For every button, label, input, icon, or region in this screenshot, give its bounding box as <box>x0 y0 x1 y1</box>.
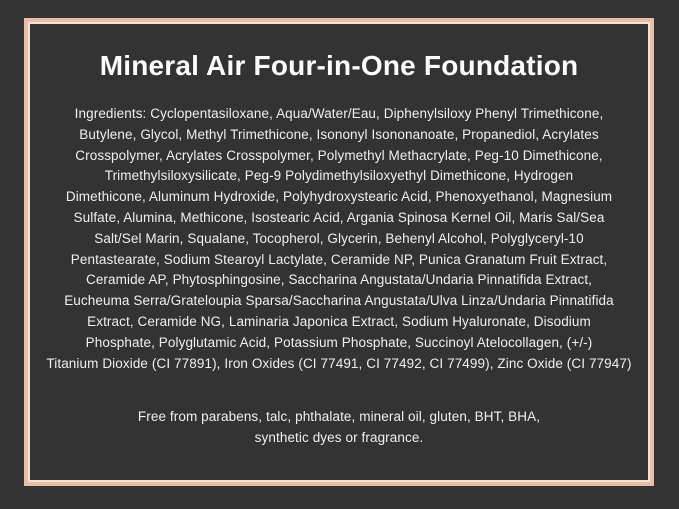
ingredients-card-frame <box>24 18 654 486</box>
ingredient-line: Extract, Ceramide NG, Laminaria Japonica Extract, Sodium Hyaluronate, Disodium <box>87 313 591 329</box>
ingredient-line: Titanium Dioxide (CI 77891), Iron Oxides (CI 77491, CI 77492, CI 77499), Zinc Oxide (CI 77947) <box>46 355 632 371</box>
ingredient-line: Ingredients: Cyclopentasiloxane, Aqua/Water/Eau, Diphenylsiloxy Phenyl Trimethicone, <box>74 106 604 121</box>
ingredient-line: Phosphate, Polyglutamic Acid, Potassium Phosphate, Succinoyl Atelocollagen, (+/-) <box>85 334 593 350</box>
ingredients-paragraph <box>39 104 639 374</box>
ingredient-line: Trimethylsiloxysilicate, Peg-9 Polydimethylsiloxyethyl Dimethicone, Hydrogen <box>104 168 574 184</box>
ingredient-line: Sulfate, Alumina, Methicone, Isostearic Acid, Argania Spinosa Kernel Oil, Maris Sal/Sea <box>73 209 605 225</box>
ingredient-line: Dimethicone, Aluminum Hydroxide, Polyhydroxystearic Acid, Phenoxyethanol, Magnesium <box>65 189 613 205</box>
free-from-note <box>138 406 540 448</box>
ingredient-line: Salt/Sel Marin, Squalane, Tocopherol, Glycerin, Behenyl Alcohol, Polyglyceryl-10 <box>94 230 584 246</box>
ingredient-line: Crosspolymer, Acrylates Crosspolymer, Polymethyl Methacrylate, Peg-10 Dimethicone, <box>75 147 603 163</box>
ingredient-line: Ceramide AP, Phytosphingosine, Saccharina Angustata/Undaria Pinnatifida Extract, <box>85 272 593 288</box>
free-from-line: Free from parabens, talc, phthalate, mineral oil, gluten, BHT, BHA, <box>137 409 541 425</box>
ingredient-line: Eucheuma Serra/Grateloupia Sparsa/Saccharina Angustata/Ulva Linza/Undaria Pinnatifida <box>64 293 614 309</box>
ingredient-line: Butylene, Glycol, Methyl Trimethicone, Isononyl Isononanoate, Propanediol, Acrylates <box>79 126 599 142</box>
product-title: Mineral Air Four-in-One Foundation <box>99 50 579 81</box>
ingredient-line: Pentastearate, Sodium Stearoyl Lactylate, Ceramide NP, Punica Granatum Fruit Extract, <box>70 251 608 267</box>
free-from-line: synthetic dyes or fragrance. <box>254 430 424 446</box>
